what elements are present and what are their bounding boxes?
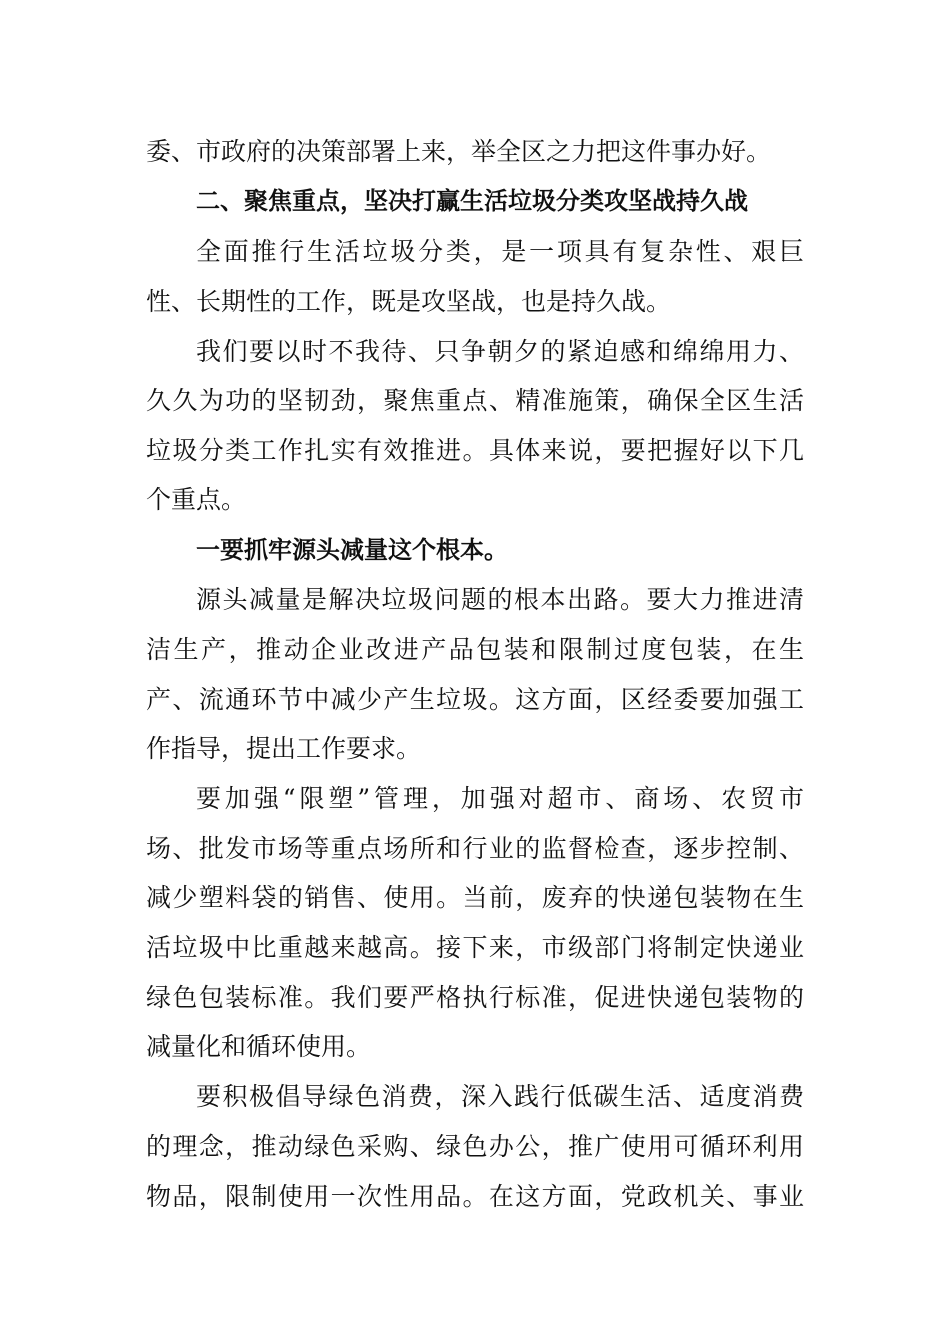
text-line: 减量化和循环使用。 xyxy=(146,1032,372,1061)
text-line: 全面推行生活垃圾分类，是一项具有复杂性、艰巨 xyxy=(196,237,804,266)
text-line: 物品，限制使用一次性用品。在这方面，党政机关、事业 xyxy=(146,1182,804,1211)
text-line: 绿色包装标准。我们要严格执行标准，促进快递包装物的 xyxy=(146,983,804,1012)
text-line: 源头减量是解决垃圾问题的根本出路。要大力推进清 xyxy=(196,585,804,614)
text-line: 垃圾分类工作扎实有效推进。具体来说，要把握好以下几 xyxy=(146,436,804,465)
text-line: 场、批发市场等重点场所和行业的监督检查，逐步控制、 xyxy=(146,834,804,863)
text-line: 活垃圾中比重越来越高。接下来，市级部门将制定快递业 xyxy=(146,933,804,962)
subsection-heading: 一要抓牢源头减量这个根本。 xyxy=(196,536,508,564)
text-line: 性、长期性的工作，既是攻坚战，也是持久战。 xyxy=(146,287,672,316)
text-line: 减少塑料袋的销售、使用。当前，废弃的快递包装物在生 xyxy=(146,883,804,912)
text-line: 委、市政府的决策部署上来，举全区之力把这件事办好。 xyxy=(146,137,772,166)
text-line: 要积极倡导绿色消费，深入践行低碳生活、适度消费 xyxy=(196,1082,804,1111)
text-line: 久久为功的坚韧劲，聚焦重点、精准施策，确保全区生活 xyxy=(146,386,804,415)
text-line: 我们要以时不我待、只争朝夕的紧迫感和绵绵用力、 xyxy=(196,337,804,366)
text-line: 洁生产，推动企业改进产品包装和限制过度包装，在生 xyxy=(146,635,804,664)
text-line: 个重点。 xyxy=(146,485,247,514)
section-heading: 二、聚焦重点，坚决打赢生活垃圾分类攻坚战持久战 xyxy=(196,187,748,215)
text-line: 要加强“限塑”管理，加强对超市、商场、农贸市 xyxy=(196,784,804,813)
text-line: 的理念，推动绿色采购、绿色办公，推广使用可循环利用 xyxy=(146,1132,804,1161)
text-line: 产、流通环节中减少产生垃圾。这方面，区经委要加强工 xyxy=(146,685,804,714)
text-line: 作指导，提出工作要求。 xyxy=(146,734,422,763)
